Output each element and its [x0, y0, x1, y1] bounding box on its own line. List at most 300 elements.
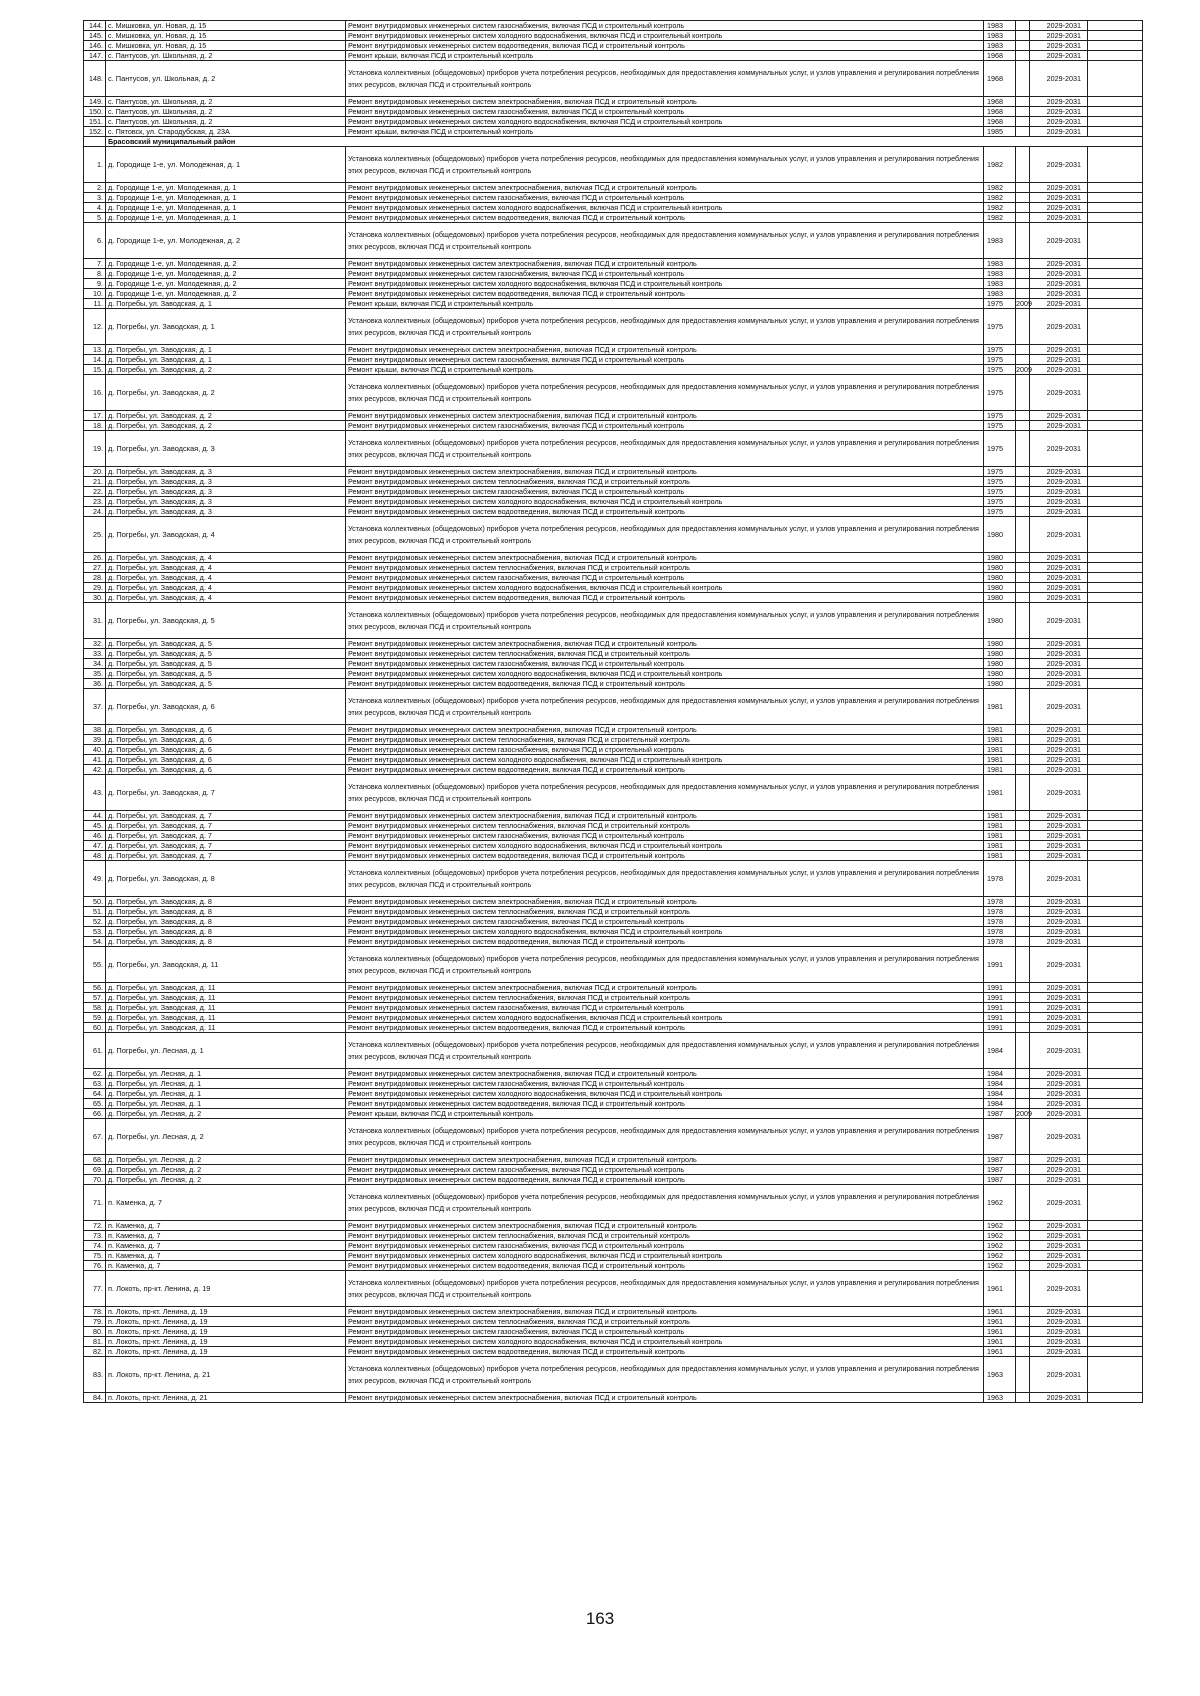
build-year-cell: 1987: [984, 1119, 1016, 1155]
table-row: [84, 1241, 1143, 1251]
planned-period-cell: 2029-2031: [1030, 659, 1088, 669]
previous-repair-cell: [1016, 1347, 1030, 1357]
empty-cell: [1088, 421, 1143, 431]
build-year-cell: 1975: [984, 299, 1016, 309]
repair-schedule-table: [83, 20, 1143, 1403]
previous-repair-cell: [1016, 1003, 1030, 1013]
planned-period-cell: 2029-2031: [1030, 1033, 1088, 1069]
build-year-cell: 1991: [984, 1003, 1016, 1013]
work-type-cell: Установка коллективных (общедомовых) приборов учета потребления ресурсов, необходимых для предоставления коммунальных услуг, и узлов управления и регулирования потребления этих ресурсов, включая ПСД и строительный контроль: [346, 1271, 984, 1307]
row-number-cell: 51.: [84, 907, 106, 917]
planned-period-cell: 2029-2031: [1030, 735, 1088, 745]
planned-period-cell: 2029-2031: [1030, 365, 1088, 375]
build-year-cell: 1962: [984, 1241, 1016, 1251]
previous-repair-cell: [1016, 421, 1030, 431]
work-type-cell: Установка коллективных (общедомовых) приборов учета потребления ресурсов, необходимых для предоставления коммунальных услуг, и узлов управления и регулирования потребления этих ресурсов, включая ПСД и строительный контроль: [346, 947, 984, 983]
empty-cell: [1088, 1033, 1143, 1069]
planned-period-cell: 2029-2031: [1030, 1241, 1088, 1251]
build-year-cell: 1962: [984, 1185, 1016, 1221]
work-type-cell: Ремонт внутридомовых инженерных систем холодного водоснабжения, включая ПСД и строительный контроль: [346, 583, 984, 593]
work-type-cell: Ремонт внутридомовых инженерных систем газоснабжения, включая ПСД и строительный контроль: [346, 21, 984, 31]
work-type-cell: Ремонт внутридомовых инженерных систем холодного водоснабжения, включая ПСД и строительный контроль: [346, 1251, 984, 1261]
row-number-cell: 1.: [84, 147, 106, 183]
empty-cell: [1088, 259, 1143, 269]
build-year-cell: 1975: [984, 375, 1016, 411]
empty-cell: [1088, 1357, 1143, 1393]
address-cell: с. Пантусов, ул. Школьная, д. 2: [106, 61, 346, 97]
work-type-cell: Ремонт внутридомовых инженерных систем водоотведения, включая ПСД и строительный контроль: [346, 213, 984, 223]
address-cell: д. Погребы, ул. Заводская, д. 8: [106, 907, 346, 917]
planned-period-cell: 2029-2031: [1030, 917, 1088, 927]
empty-cell: [1088, 917, 1143, 927]
table-row: [84, 861, 1143, 897]
table-row: [84, 907, 1143, 917]
row-number-cell: 56.: [84, 983, 106, 993]
work-type-cell: Ремонт внутридомовых инженерных систем газоснабжения, включая ПСД и строительный контроль: [346, 107, 984, 117]
table-row: [84, 563, 1143, 573]
build-year-cell: 1981: [984, 811, 1016, 821]
table-row: [84, 61, 1143, 97]
row-number-cell: 11.: [84, 299, 106, 309]
build-year-cell: 1991: [984, 1023, 1016, 1033]
previous-repair-cell: [1016, 603, 1030, 639]
build-year-cell: 1961: [984, 1337, 1016, 1347]
empty-cell: [1088, 1307, 1143, 1317]
planned-period-cell: 2029-2031: [1030, 603, 1088, 639]
empty-cell: [1088, 689, 1143, 725]
planned-period-cell: 2029-2031: [1030, 583, 1088, 593]
build-year-cell: 1981: [984, 765, 1016, 775]
table-row: [84, 1185, 1143, 1221]
build-year-cell: 1983: [984, 259, 1016, 269]
build-year-cell: 1983: [984, 21, 1016, 31]
address-cell: д. Погребы, ул. Заводская, д. 8: [106, 927, 346, 937]
planned-period-cell: 2029-2031: [1030, 213, 1088, 223]
work-type-cell: Ремонт внутридомовых инженерных систем газоснабжения, включая ПСД и строительный контроль: [346, 1241, 984, 1251]
empty-cell: [1088, 507, 1143, 517]
work-type-cell: Ремонт внутридомовых инженерных систем электроснабжения, включая ПСД и строительный контроль: [346, 553, 984, 563]
row-number-cell: 78.: [84, 1307, 106, 1317]
build-year-cell: 1968: [984, 61, 1016, 97]
table-row: [84, 765, 1143, 775]
table-row: [84, 127, 1143, 137]
planned-period-cell: 2029-2031: [1030, 1003, 1088, 1013]
planned-period-cell: 2029-2031: [1030, 107, 1088, 117]
planned-period-cell: 2029-2031: [1030, 355, 1088, 365]
row-number-cell: 152.: [84, 127, 106, 137]
address-cell: д. Погребы, ул. Лесная, д. 1: [106, 1089, 346, 1099]
row-number-cell: 144.: [84, 21, 106, 31]
build-year-cell: 1984: [984, 1033, 1016, 1069]
address-cell: п. Локоть, пр-кт. Ленина, д. 19: [106, 1337, 346, 1347]
row-number-cell: 80.: [84, 1327, 106, 1337]
address-cell: д. Погребы, ул. Заводская, д. 3: [106, 477, 346, 487]
previous-repair-cell: [1016, 51, 1030, 61]
previous-repair-cell: [1016, 563, 1030, 573]
row-number-cell: 71.: [84, 1185, 106, 1221]
table-row: [84, 51, 1143, 61]
table-row: [84, 841, 1143, 851]
previous-repair-cell: [1016, 821, 1030, 831]
planned-period-cell: 2029-2031: [1030, 1393, 1088, 1403]
work-type-cell: Ремонт внутридомовых инженерных систем водоотведения, включая ПСД и строительный контроль: [346, 289, 984, 299]
section-title: Брасовский муниципальный район: [106, 137, 1143, 147]
previous-repair-cell: [1016, 1165, 1030, 1175]
build-year-cell: 1987: [984, 1165, 1016, 1175]
planned-period-cell: 2029-2031: [1030, 31, 1088, 41]
previous-repair-cell: [1016, 117, 1030, 127]
table-row: [84, 309, 1143, 345]
table-row: [84, 1347, 1143, 1357]
address-cell: д. Погребы, ул. Заводская, д. 7: [106, 811, 346, 821]
work-type-cell: Ремонт внутридомовых инженерных систем электроснабжения, включая ПСД и строительный контроль: [346, 811, 984, 821]
address-cell: д. Погребы, ул. Лесная, д. 2: [106, 1165, 346, 1175]
previous-repair-cell: [1016, 1327, 1030, 1337]
empty-cell: [1088, 299, 1143, 309]
empty-cell: [1088, 1023, 1143, 1033]
empty-cell: [1088, 1069, 1143, 1079]
planned-period-cell: 2029-2031: [1030, 831, 1088, 841]
work-type-cell: Ремонт внутридомовых инженерных систем электроснабжения, включая ПСД и строительный контроль: [346, 345, 984, 355]
row-number-cell: 22.: [84, 487, 106, 497]
table-row: [84, 497, 1143, 507]
previous-repair-cell: [1016, 765, 1030, 775]
planned-period-cell: 2029-2031: [1030, 289, 1088, 299]
empty-cell: [1088, 679, 1143, 689]
work-type-cell: Ремонт крыши, включая ПСД и строительный контроль: [346, 127, 984, 137]
work-type-cell: Ремонт внутридомовых инженерных систем водоотведения, включая ПСД и строительный контроль: [346, 1175, 984, 1185]
address-cell: д. Погребы, ул. Заводская, д. 3: [106, 467, 346, 477]
previous-repair-cell: [1016, 309, 1030, 345]
build-year-cell: 1983: [984, 41, 1016, 51]
row-number-cell: 41.: [84, 755, 106, 765]
address-cell: д. Погребы, ул. Заводская, д. 4: [106, 563, 346, 573]
build-year-cell: 1981: [984, 725, 1016, 735]
work-type-cell: Ремонт внутридомовых инженерных систем холодного водоснабжения, включая ПСД и строительный контроль: [346, 1337, 984, 1347]
planned-period-cell: 2029-2031: [1030, 1251, 1088, 1261]
planned-period-cell: 2029-2031: [1030, 21, 1088, 31]
previous-repair-cell: [1016, 183, 1030, 193]
row-number-cell: 24.: [84, 507, 106, 517]
planned-period-cell: 2029-2031: [1030, 1347, 1088, 1357]
planned-period-cell: 2029-2031: [1030, 907, 1088, 917]
row-number-cell: 46.: [84, 831, 106, 841]
work-type-cell: Установка коллективных (общедомовых) приборов учета потребления ресурсов, необходимых для предоставления коммунальных услуг, и узлов управления и регулирования потребления этих ресурсов, включая ПСД и строительный контроль: [346, 1119, 984, 1155]
build-year-cell: 1975: [984, 507, 1016, 517]
work-type-cell: Ремонт внутридомовых инженерных систем теплоснабжения, включая ПСД и строительный контроль: [346, 993, 984, 1003]
address-cell: д. Погребы, ул. Заводская, д. 7: [106, 775, 346, 811]
empty-cell: [1088, 117, 1143, 127]
empty-cell: [1088, 983, 1143, 993]
build-year-cell: 1968: [984, 107, 1016, 117]
empty-cell: [1088, 21, 1143, 31]
table-row: [84, 725, 1143, 735]
table-row: [84, 851, 1143, 861]
work-type-cell: Ремонт внутридомовых инженерных систем водоотведения, включая ПСД и строительный контроль: [346, 851, 984, 861]
build-year-cell: 1983: [984, 223, 1016, 259]
build-year-cell: 1980: [984, 553, 1016, 563]
empty-cell: [1088, 841, 1143, 851]
planned-period-cell: 2029-2031: [1030, 61, 1088, 97]
build-year-cell: 1980: [984, 669, 1016, 679]
row-number-cell: 26.: [84, 553, 106, 563]
previous-repair-cell: [1016, 487, 1030, 497]
address-cell: д. Погребы, ул. Лесная, д. 1: [106, 1079, 346, 1089]
address-cell: д. Погребы, ул. Заводская, д. 11: [106, 947, 346, 983]
planned-period-cell: 2029-2031: [1030, 1221, 1088, 1231]
build-year-cell: 1968: [984, 97, 1016, 107]
address-cell: д. Городище 1-е, ул. Молодежная, д. 2: [106, 269, 346, 279]
previous-repair-cell: [1016, 203, 1030, 213]
empty-cell: [1088, 659, 1143, 669]
build-year-cell: 1975: [984, 487, 1016, 497]
build-year-cell: 1978: [984, 917, 1016, 927]
table-row: [84, 299, 1143, 309]
build-year-cell: 1978: [984, 907, 1016, 917]
row-number-cell: 68.: [84, 1155, 106, 1165]
empty-cell: [1088, 669, 1143, 679]
table-row: [84, 477, 1143, 487]
planned-period-cell: 2029-2031: [1030, 1271, 1088, 1307]
row-number-cell: 37.: [84, 689, 106, 725]
planned-period-cell: 2029-2031: [1030, 679, 1088, 689]
work-type-cell: Ремонт внутридомовых инженерных систем газоснабжения, включая ПСД и строительный контроль: [346, 659, 984, 669]
row-number-cell: 59.: [84, 1013, 106, 1023]
empty-cell: [1088, 41, 1143, 51]
row-number-cell: 45.: [84, 821, 106, 831]
work-type-cell: Ремонт крыши, включая ПСД и строительный контроль: [346, 1109, 984, 1119]
empty-cell: [1088, 279, 1143, 289]
table-row: [84, 1251, 1143, 1261]
previous-repair-cell: [1016, 1357, 1030, 1393]
previous-repair-cell: [1016, 1185, 1030, 1221]
planned-period-cell: 2029-2031: [1030, 1155, 1088, 1165]
planned-period-cell: 2029-2031: [1030, 193, 1088, 203]
build-year-cell: 1980: [984, 583, 1016, 593]
table-row: [84, 983, 1143, 993]
build-year-cell: 1981: [984, 745, 1016, 755]
empty-cell: [1088, 269, 1143, 279]
table-row: [84, 31, 1143, 41]
empty-cell: [1088, 775, 1143, 811]
row-number-cell: 60.: [84, 1023, 106, 1033]
previous-repair-cell: [1016, 917, 1030, 927]
planned-period-cell: 2029-2031: [1030, 345, 1088, 355]
address-cell: п. Локоть, пр-кт. Ленина, д. 19: [106, 1327, 346, 1337]
table-row: [84, 1069, 1143, 1079]
planned-period-cell: 2029-2031: [1030, 897, 1088, 907]
table-row: [84, 97, 1143, 107]
address-cell: д. Погребы, ул. Заводская, д. 11: [106, 1023, 346, 1033]
address-cell: д. Погребы, ул. Заводская, д. 7: [106, 841, 346, 851]
table-body: [84, 21, 1143, 1403]
build-year-cell: 1991: [984, 983, 1016, 993]
address-cell: п. Каменка, д. 7: [106, 1261, 346, 1271]
previous-repair-cell: [1016, 477, 1030, 487]
row-number-cell: 9.: [84, 279, 106, 289]
row-number-cell: 82.: [84, 1347, 106, 1357]
page-number: 163: [585, 1609, 615, 1628]
address-cell: д. Погребы, ул. Заводская, д. 7: [106, 851, 346, 861]
row-number-cell: 147.: [84, 51, 106, 61]
address-cell: с. Мишковка, ул. Новая, д. 15: [106, 41, 346, 51]
table-row: [84, 375, 1143, 411]
address-cell: д. Погребы, ул. Заводская, д. 4: [106, 573, 346, 583]
row-number-cell: 72.: [84, 1221, 106, 1231]
empty-cell: [1088, 1013, 1143, 1023]
work-type-cell: Ремонт внутридомовых инженерных систем теплоснабжения, включая ПСД и строительный контроль: [346, 1231, 984, 1241]
address-cell: д. Погребы, ул. Заводская, д. 6: [106, 765, 346, 775]
work-type-cell: Ремонт внутридомовых инженерных систем газоснабжения, включая ПСД и строительный контроль: [346, 1079, 984, 1089]
work-type-cell: Установка коллективных (общедомовых) приборов учета потребления ресурсов, необходимых для предоставления коммунальных услуг, и узлов управления и регулирования потребления этих ресурсов, включая ПСД и строительный контроль: [346, 147, 984, 183]
address-cell: д. Погребы, ул. Заводская, д. 5: [106, 679, 346, 689]
planned-period-cell: 2029-2031: [1030, 811, 1088, 821]
work-type-cell: Ремонт внутридомовых инженерных систем электроснабжения, включая ПСД и строительный контроль: [346, 1155, 984, 1165]
row-number-cell: 48.: [84, 851, 106, 861]
previous-repair-cell: [1016, 147, 1030, 183]
table-row: [84, 649, 1143, 659]
table-row: [84, 811, 1143, 821]
row-number-cell: 23.: [84, 497, 106, 507]
address-cell: д. Погребы, ул. Заводская, д. 8: [106, 861, 346, 897]
previous-repair-cell: [1016, 593, 1030, 603]
previous-repair-cell: [1016, 851, 1030, 861]
work-type-cell: Установка коллективных (общедомовых) приборов учета потребления ресурсов, необходимых для предоставления коммунальных услуг, и узлов управления и регулирования потребления этих ресурсов, включая ПСД и строительный контроль: [346, 223, 984, 259]
row-number-cell: 63.: [84, 1079, 106, 1089]
planned-period-cell: 2029-2031: [1030, 1099, 1088, 1109]
previous-repair-cell: [1016, 21, 1030, 31]
empty-cell: [1088, 1251, 1143, 1261]
row-number-cell: 18.: [84, 421, 106, 431]
build-year-cell: 1987: [984, 1155, 1016, 1165]
build-year-cell: 1981: [984, 755, 1016, 765]
table-row: [84, 735, 1143, 745]
previous-repair-cell: [1016, 1013, 1030, 1023]
planned-period-cell: 2029-2031: [1030, 309, 1088, 345]
row-number-cell: 67.: [84, 1119, 106, 1155]
build-year-cell: 1982: [984, 183, 1016, 193]
build-year-cell: 1982: [984, 213, 1016, 223]
empty-cell: [1088, 51, 1143, 61]
row-number-cell: 66.: [84, 1109, 106, 1119]
table-row: [84, 117, 1143, 127]
row-number-cell: 5.: [84, 213, 106, 223]
empty-cell: [1088, 1155, 1143, 1165]
planned-period-cell: 2029-2031: [1030, 431, 1088, 467]
address-cell: д. Погребы, ул. Заводская, д. 3: [106, 431, 346, 467]
planned-period-cell: 2029-2031: [1030, 299, 1088, 309]
address-cell: д. Погребы, ул. Заводская, д. 7: [106, 821, 346, 831]
empty-cell: [1088, 1099, 1143, 1109]
row-number-cell: 19.: [84, 431, 106, 467]
address-cell: с. Пятовск, ул. Стародубская, д. 23А: [106, 127, 346, 137]
build-year-cell: 1975: [984, 421, 1016, 431]
work-type-cell: Ремонт внутридомовых инженерных систем теплоснабжения, включая ПСД и строительный контроль: [346, 649, 984, 659]
empty-cell: [1088, 553, 1143, 563]
build-year-cell: 1978: [984, 897, 1016, 907]
work-type-cell: Ремонт внутридомовых инженерных систем газоснабжения, включая ПСД и строительный контроль: [346, 1165, 984, 1175]
planned-period-cell: 2029-2031: [1030, 421, 1088, 431]
planned-period-cell: 2029-2031: [1030, 851, 1088, 861]
planned-period-cell: 2029-2031: [1030, 1089, 1088, 1099]
row-number-cell: 7.: [84, 259, 106, 269]
work-type-cell: Установка коллективных (общедомовых) приборов учета потребления ресурсов, необходимых для предоставления коммунальных услуг, и узлов управления и регулирования потребления этих ресурсов, включая ПСД и строительный контроль: [346, 603, 984, 639]
row-number-cell: 52.: [84, 917, 106, 927]
row-number-cell: 3.: [84, 193, 106, 203]
row-number-cell: 47.: [84, 841, 106, 851]
work-type-cell: Установка коллективных (общедомовых) приборов учета потребления ресурсов, необходимых для предоставления коммунальных услуг, и узлов управления и регулирования потребления этих ресурсов, включая ПСД и строительный контроль: [346, 309, 984, 345]
previous-repair-cell: [1016, 649, 1030, 659]
work-type-cell: Ремонт внутридомовых инженерных систем газоснабжения, включая ПСД и строительный контроль: [346, 1003, 984, 1013]
table-row: [84, 1317, 1143, 1327]
planned-period-cell: 2029-2031: [1030, 1175, 1088, 1185]
address-cell: с. Пантусов, ул. Школьная, д. 2: [106, 107, 346, 117]
empty-cell: [1088, 431, 1143, 467]
address-cell: д. Погребы, ул. Заводская, д. 8: [106, 917, 346, 927]
empty-cell: [1088, 745, 1143, 755]
table-row: [84, 1231, 1143, 1241]
address-cell: д. Погребы, ул. Лесная, д. 1: [106, 1069, 346, 1079]
build-year-cell: 1963: [984, 1393, 1016, 1403]
planned-period-cell: 2029-2031: [1030, 1069, 1088, 1079]
row-number-cell: 84.: [84, 1393, 106, 1403]
work-type-cell: Установка коллективных (общедомовых) приборов учета потребления ресурсов, необходимых для предоставления коммунальных услуг, и узлов управления и регулирования потребления этих ресурсов, включая ПСД и строительный контроль: [346, 1033, 984, 1069]
work-type-cell: Ремонт внутридомовых инженерных систем холодного водоснабжения, включая ПСД и строительный контроль: [346, 927, 984, 937]
table-row: [84, 1155, 1143, 1165]
row-number-cell: 4.: [84, 203, 106, 213]
table-row: [84, 345, 1143, 355]
planned-period-cell: 2029-2031: [1030, 51, 1088, 61]
table-row: [84, 213, 1143, 223]
work-type-cell: Ремонт внутридомовых инженерных систем газоснабжения, включая ПСД и строительный контроль: [346, 831, 984, 841]
row-number-cell: 150.: [84, 107, 106, 117]
build-year-cell: 1982: [984, 193, 1016, 203]
planned-period-cell: 2029-2031: [1030, 147, 1088, 183]
table-row: [84, 355, 1143, 365]
empty-cell: [1088, 127, 1143, 137]
empty-cell: [1088, 183, 1143, 193]
planned-period-cell: 2029-2031: [1030, 117, 1088, 127]
planned-period-cell: 2029-2031: [1030, 1023, 1088, 1033]
build-year-cell: 1963: [984, 1357, 1016, 1393]
work-type-cell: Ремонт внутридомовых инженерных систем теплоснабжения, включая ПСД и строительный контроль: [346, 907, 984, 917]
address-cell: д. Погребы, ул. Заводская, д. 5: [106, 659, 346, 669]
planned-period-cell: 2029-2031: [1030, 593, 1088, 603]
empty-cell: [1088, 947, 1143, 983]
row-number-cell: 25.: [84, 517, 106, 553]
empty-cell: [1088, 755, 1143, 765]
table-row: [84, 917, 1143, 927]
build-year-cell: 1975: [984, 411, 1016, 421]
build-year-cell: 1962: [984, 1231, 1016, 1241]
table-row: [84, 1175, 1143, 1185]
row-number-cell: 33.: [84, 649, 106, 659]
row-number-cell: 70.: [84, 1175, 106, 1185]
build-year-cell: 1981: [984, 735, 1016, 745]
previous-repair-cell: [1016, 755, 1030, 765]
work-type-cell: Ремонт внутридомовых инженерных систем газоснабжения, включая ПСД и строительный контроль: [346, 917, 984, 927]
address-cell: д. Погребы, ул. Заводская, д. 2: [106, 375, 346, 411]
empty-cell: [1088, 811, 1143, 821]
build-year-cell: 1975: [984, 477, 1016, 487]
build-year-cell: 1991: [984, 993, 1016, 1003]
previous-repair-cell: [1016, 355, 1030, 365]
table-row: [84, 507, 1143, 517]
table-row: [84, 1089, 1143, 1099]
address-cell: д. Погребы, ул. Заводская, д. 11: [106, 1013, 346, 1023]
address-cell: д. Погребы, ул. Заводская, д. 6: [106, 745, 346, 755]
table-row: [84, 421, 1143, 431]
